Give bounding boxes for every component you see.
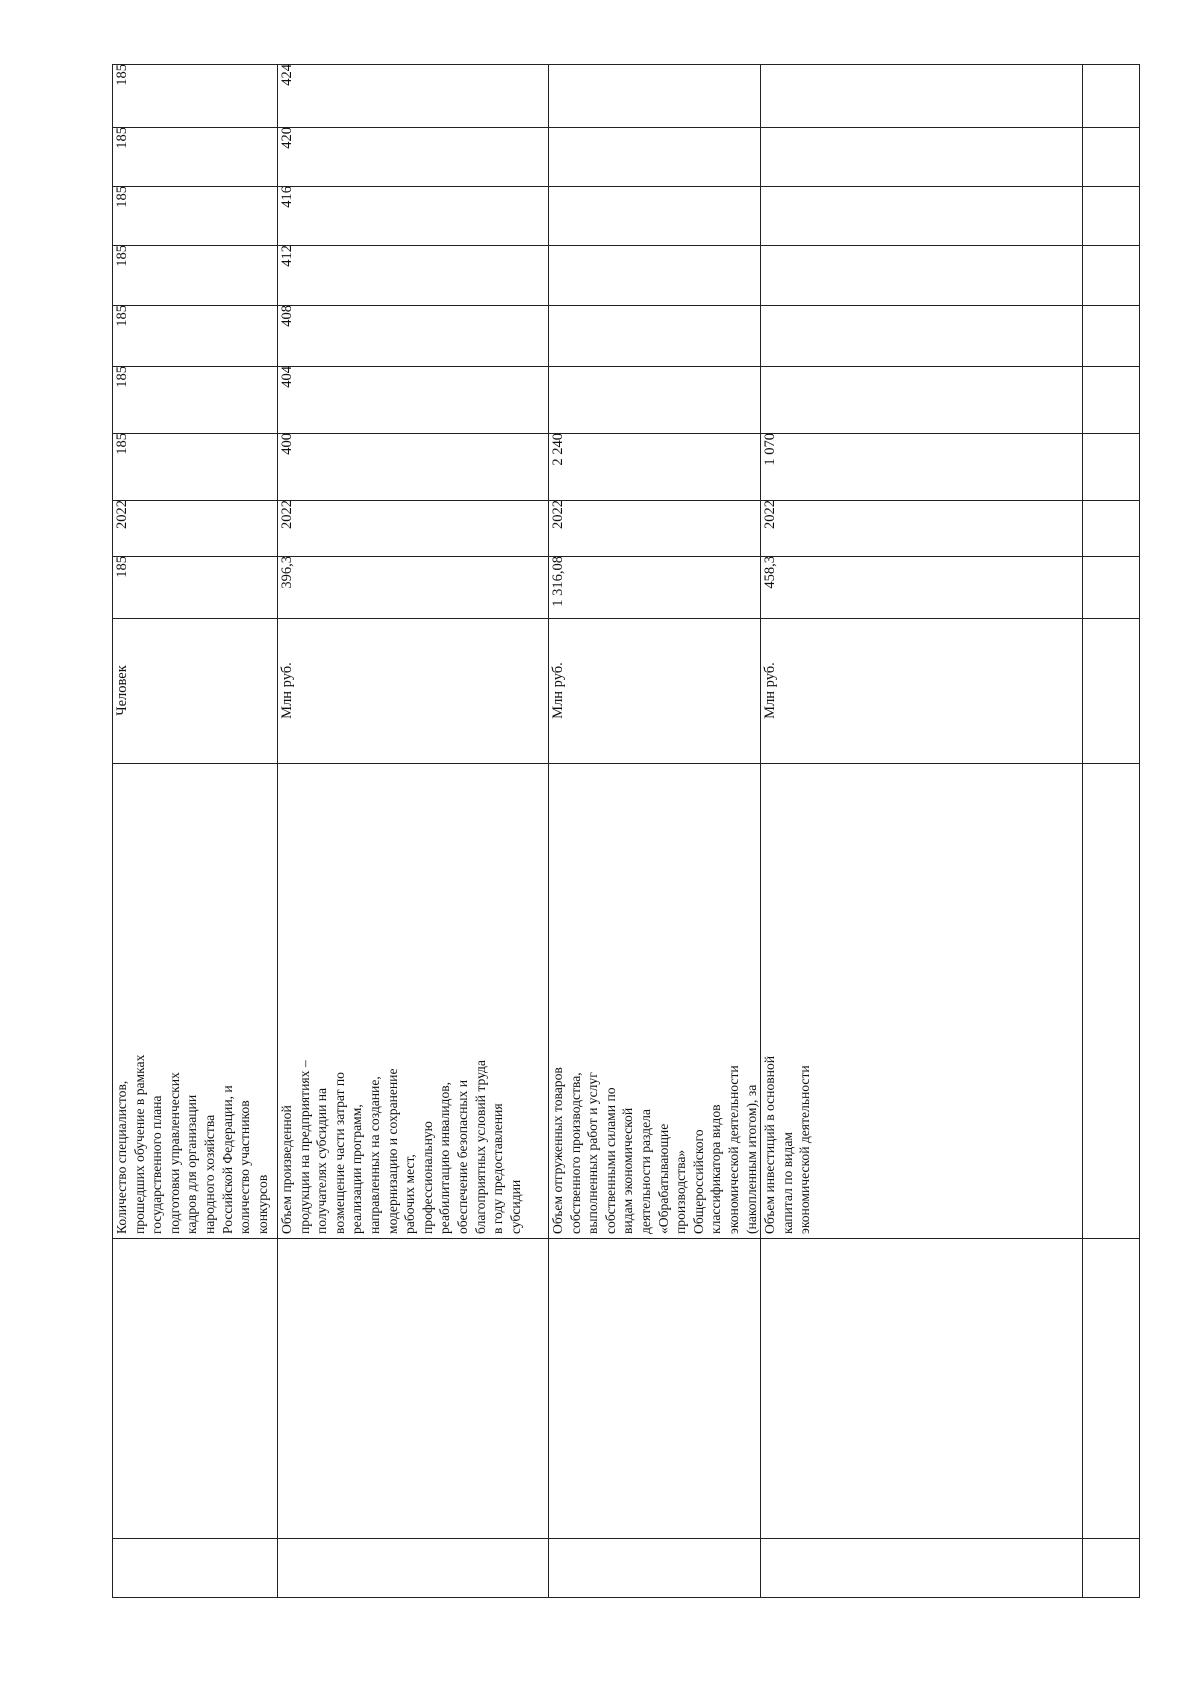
indicator-line: собственного производства, (567, 1072, 583, 1234)
target-value: 412 (279, 245, 295, 267)
base-value-cell (761, 556, 1082, 618)
indicator-line: Российской Федерации, и (219, 1085, 235, 1234)
unit-label: Млн руб. (762, 662, 778, 719)
indicator-line: Общероссийского (690, 1129, 706, 1234)
indicator-line: собственными силами по (602, 1087, 618, 1234)
indicator-line: реабилитацию инвалидов, (437, 1081, 453, 1234)
indicator-line: (накопленным итогом), за (743, 1084, 759, 1234)
target-value: 185 (114, 433, 130, 455)
indicator-line: Объем отгруженных товаров (550, 1067, 565, 1234)
value-cell (278, 305, 548, 366)
value-cell (761, 127, 1082, 186)
base-year-cell (113, 500, 277, 556)
indicator-line: капитал по видам (779, 1132, 795, 1234)
indicator-cell (549, 763, 760, 1238)
value-cell (113, 186, 277, 245)
target-value: 185 (114, 186, 130, 208)
target-value: 400 (279, 433, 295, 455)
indicator-line: Объем произведенной (279, 1105, 294, 1234)
value-cell (113, 433, 277, 500)
indicator-cell (761, 763, 1082, 1238)
target-value: 416 (279, 186, 295, 208)
indicator-line: подготовки управленческих (166, 1072, 182, 1234)
indicator-line: деятельности раздела (637, 1109, 653, 1234)
column-divider (112, 1538, 1140, 1539)
value-cell (761, 366, 1082, 433)
base-year-cell (549, 500, 760, 556)
indicator-line: в году предоставления (490, 1103, 506, 1234)
indicator-line: субсидии (507, 1179, 523, 1234)
indicator-line: прошедших обучение в рамках (131, 1054, 147, 1234)
indicator-line: производства» (673, 1149, 689, 1234)
target-value: 185 (114, 127, 130, 149)
column-divider (112, 1238, 1140, 1239)
indicator-cell (278, 763, 548, 1238)
indicator-line: профессиональную (419, 1121, 435, 1234)
unit-cell (761, 618, 1082, 763)
target-value: 185 (114, 64, 130, 86)
indicator-line: «Обрабатывающие (655, 1123, 671, 1234)
base-value: 458,3 (762, 556, 778, 589)
value-cell (278, 64, 548, 127)
indicator-line: количество участников (237, 1100, 253, 1234)
indicator-line: благоприятных условий труда (472, 1060, 488, 1234)
value-cell (761, 64, 1082, 127)
row-divider (1082, 64, 1083, 1598)
value-cell (549, 433, 760, 500)
unit-cell (278, 618, 548, 763)
value-cell (549, 305, 760, 366)
unit-label: Млн руб. (550, 662, 566, 719)
value-cell (278, 127, 548, 186)
value-cell (113, 245, 277, 305)
indicator-line: рабочих мест, (402, 1154, 418, 1234)
value-cell (113, 127, 277, 186)
unit-cell (549, 618, 760, 763)
indicator-line: народного хозяйства (201, 1114, 217, 1234)
base-year-cell (278, 500, 548, 556)
base-value-cell (549, 556, 760, 618)
target-value: 2 240 (550, 433, 566, 466)
value-cell (761, 245, 1082, 305)
target-value: 424 (279, 64, 295, 86)
indicator-line: реализации программ, (349, 1104, 365, 1234)
value-cell (113, 305, 277, 366)
base-value-cell (113, 556, 277, 618)
value-cell (549, 366, 760, 433)
indicator-line: видам экономической (620, 1107, 636, 1234)
base-value: 396,3 (279, 556, 295, 589)
unit-cell (113, 618, 277, 763)
target-value: 185 (114, 366, 130, 388)
unit-label: Млн руб. (279, 662, 295, 719)
value-cell (113, 64, 277, 127)
indicator-line: государственного плана (149, 1095, 165, 1234)
unit-label: Человек (114, 665, 130, 716)
value-cell (278, 186, 548, 245)
indicator-cell (113, 763, 277, 1238)
value-cell (278, 366, 548, 433)
indicator-line: продукции на предприятиях – (296, 1060, 312, 1234)
value-cell (278, 245, 548, 305)
value-cell (278, 433, 548, 500)
value-cell (549, 186, 760, 245)
target-value: 185 (114, 305, 130, 327)
indicator-line: Количество специалистов, (114, 1080, 129, 1234)
base-year: 2022 (550, 500, 566, 529)
target-value: 404 (279, 366, 295, 388)
indicator-line: направленных на создание, (366, 1076, 382, 1234)
value-cell (549, 245, 760, 305)
value-cell (549, 127, 760, 186)
target-value: 185 (114, 245, 130, 267)
base-value: 1 316,08 (550, 556, 566, 607)
indicator-line: кадров для организации (184, 1094, 200, 1234)
target-value: 420 (279, 127, 295, 149)
indicator-line: экономической деятельности (797, 1065, 813, 1234)
base-year: 2022 (114, 500, 130, 529)
base-year: 2022 (762, 500, 778, 529)
target-value: 1 070 (762, 433, 778, 466)
indicator-line: выполненных работ и услуг (585, 1072, 601, 1234)
indicator-line: получателях субсидии на (314, 1087, 330, 1234)
value-cell (761, 186, 1082, 245)
base-value-cell (278, 556, 548, 618)
value-cell (761, 305, 1082, 366)
indicator-line: возмещение части затрат по (331, 1072, 347, 1234)
indicator-line: модернизацию и сохранение (384, 1068, 400, 1234)
indicator-line: экономической деятельности (725, 1065, 741, 1234)
value-cell (549, 64, 760, 127)
indicator-line: Объем инвестиций в основной (762, 1055, 777, 1234)
value-cell (113, 366, 277, 433)
base-year-cell (761, 500, 1082, 556)
indicator-line: классификатора видов (708, 1104, 724, 1234)
base-value: 185 (114, 556, 130, 578)
base-year: 2022 (279, 500, 295, 529)
value-cell (761, 433, 1082, 500)
indicator-line: конкурсов (254, 1174, 270, 1234)
indicator-line: обеспечение безопасных и (454, 1079, 470, 1234)
target-value: 408 (279, 305, 295, 327)
